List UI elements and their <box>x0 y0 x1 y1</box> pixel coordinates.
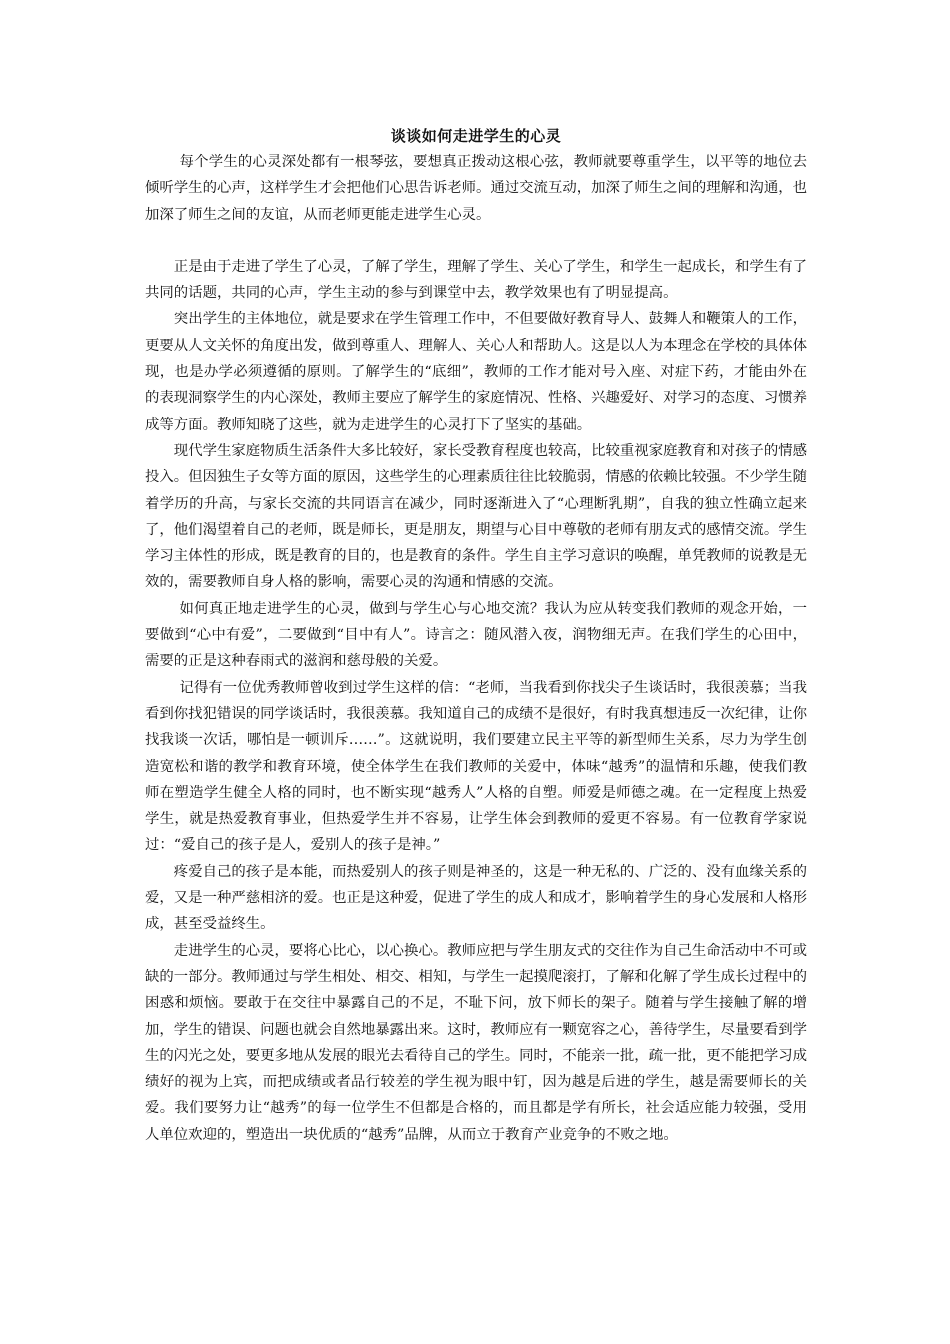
paragraph-3: 突出学生的主体地位，就是要求在学生管理工作中，不但要做好教育导人、鼓舞人和鞭策人的工作，更要从人文关怀的角度出发，做到尊重人、理解人、关心人和帮助人。这是以人为本理念在学校的具体体现，也是办学必须遵循的原则。了解学生的“底细”，教师的工作才能对号入座、对症下药，才能由外在的表现洞察学生的内心深处，教师主要应了解学生的家庭情况、性格、兴趣爱好、对学习的态度、习惯养成等方面。教师知晓了这些，就为走进学生的心灵打下了坚实的基础。 <box>145 311 807 433</box>
document-body <box>145 124 807 1148</box>
paragraph-1: 每个学生的心灵深处都有一根琴弦，要想真正拨动这根心弦，教师就要尊重学生，以平等的地位去倾听学生的心声，这样学生才会把他们心思告诉老师。通过交流互动，加深了师生之间的理解和沟通，也加深了师生之间的友谊，从而老师更能走进学生心灵。 <box>145 154 807 223</box>
blank-line <box>145 228 807 254</box>
paragraph-8: 走进学生的心灵，要将心比心，以心换心。教师应把与学生朋友式的交往作为自己生命活动中不可或缺的一部分。教师通过与学生相处、相交、相知，与学生一起摸爬滚打，了解和化解了学生成长过程中的困惑和烦恼。要敢于在交往中暴露自己的不足，不耻下问，放下师长的架子。随着与学生接触了解的增加，学生的错误、问题也就会自然地暴露出来。这时，教师应有一颗宽容之心，善待学生，尽量要看到学生的闪光之处，要更多地从发展的眼光去看待自己的学生。同时，不能亲一批，疏一批，更不能把学习成绩好的视为上宾，而把成绩或者品行较差的学生视为眼中钉，因为越是后进的学生，越是需要师长的关爱。我们要努力让“越秀”的每一位学生不但都是合格的，而且都是学有所长，社会适应能力较强，受用人单位欢迎的，塑造出一块优质的“越秀”品牌，从而立于教育产业竞争的不败之地。 <box>145 942 807 1143</box>
paragraph-2: 正是由于走进了学生了心灵，了解了学生，理解了学生、关心了学生，和学生一起成长，和学生有了共同的话题，共同的心声，学生主动的参与到课堂中去，教学效果也有了明显提高。 <box>145 258 807 302</box>
paragraph-5: 如何真正地走进学生的心灵，做到与学生心与心地交流？我认为应从转变我们教师的观念开始，一要做到“心中有爱”，二要做到“目中有人”。诗言之：随风潜入夜，润物细无声。在我们学生的心田中，需要的正是这种春雨式的滋润和慈母般的关爱。 <box>145 600 807 670</box>
document-title: 谈谈如何走进学生的心灵 <box>390 127 562 145</box>
paragraph-7: 疼爱自己的孩子是本能，而热爱别人的孩子则是神圣的，这是一种无私的、广泛的、没有血缘关系的爱，又是一种严慈相济的爱。也正是这种爱，促进了学生的成人和成才，影响着学生的身心发展和人格形成，甚至受益终生。 <box>145 863 807 933</box>
paragraph-6: 记得有一位优秀教师曾收到过学生这样的信：“老师，当我看到你找尖子生谈话时，我很羡慕；当我看到你找犯错误的同学谈话时，我很羡慕。我知道自己的成绩不是很好，有时我真想违反一次纪律，让你找我谈一次话，哪怕是一顿训斥……”。这就说明，我们要建立民主平等的新型师生关系，尽力为学生创造宽松和谐的教学和教育环境，使全体学生在我们教师的关爱中，体味“越秀”的温情和乐趣，使我们教师在塑造学生健全人格的同时，也不断实现“越秀人”人格的自塑。师爱是师德之魂。在一定程度上热爱学生，就是热爱教育事业，但热爱学生并不容易，让学生体会到教师的爱更不容易。有一位教育学家说过：“爱自己的孩子是人，爱别人的孩子是神。” <box>145 679 807 854</box>
paragraph-4: 现代学生家庭物质生活条件大多比较好，家长受教育程度也较高，比较重视家庭教育和对孩子的情感投入。但因独生子女等方面的原因，这些学生的心理素质往往比较脆弱，情感的依赖比较强。不少学生随着学历的升高，与家长交流的共同语言在减少，同时逐渐进入了“心理断乳期”，自我的独立性确立起来了，他们渴望着自己的老师，既是师长，更是朋友，期望与心目中尊敬的老师有朋友式的感情交流。学生学习主体性的形成，既是教育的目的，也是教育的条件。学生自主学习意识的唤醒，单凭教师的说教是无效的，需要教师自身人格的影响，需要心灵的沟通和情感的交流。 <box>145 442 807 591</box>
